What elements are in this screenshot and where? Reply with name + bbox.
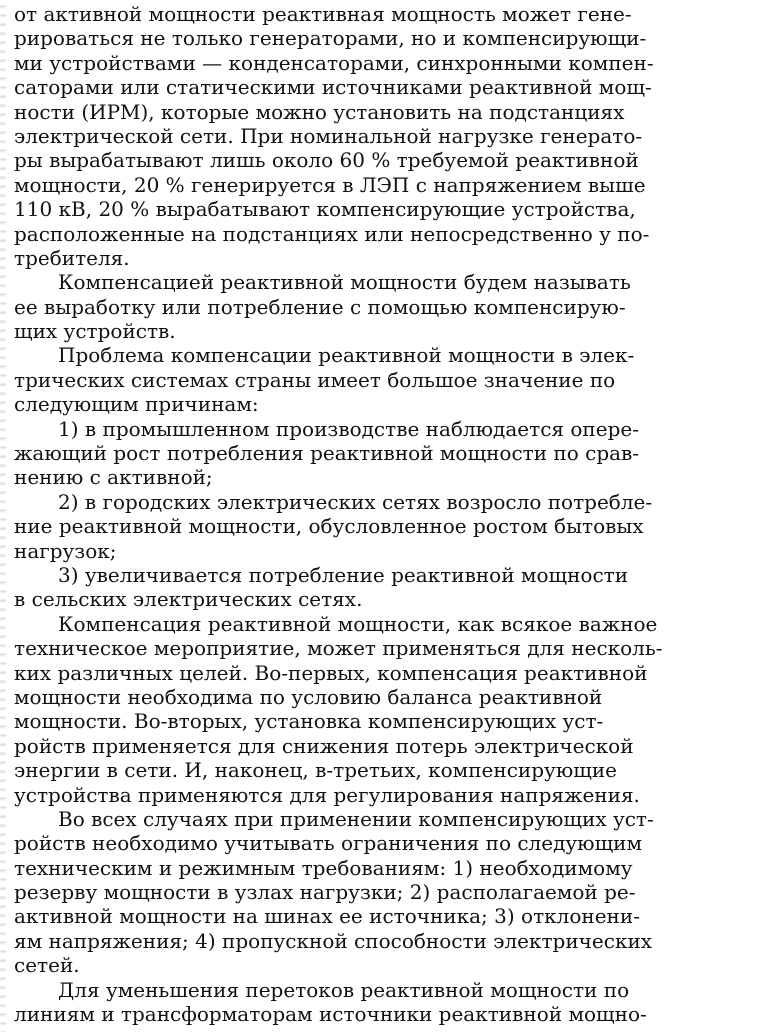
text-line: устройства применяются для регулирования напряжения. [14,782,640,807]
list-item-start-line: 1) в промышленном производстве наблюдается опере- [58,416,639,441]
text-line: сетей. [14,953,80,978]
text-line: расположенные на подстанциях или непосредственно у по- [14,221,650,246]
text-line: мощности. Во-вторых, установка компенсирующих уст- [14,709,604,734]
text-line: требителя. [14,245,130,270]
text-line: ры вырабатывают лишь около 60 % требуемой реактивной [14,148,639,173]
text-line: жающий рост потребления реактивной мощности по срав- [14,441,640,466]
text-line: техническое мероприятие, может применяться для несколь- [14,636,663,661]
list-item-start-line: 3) увеличивается потребление реактивной мощности [58,562,629,587]
text-line: ние реактивной мощности, обусловленное ростом бытовых [14,514,644,539]
text-line: ройств необходимо учитывать ограничения по следующим [14,831,643,856]
text-line: в сельских электрических сетях. [14,587,363,612]
paragraph-start-line: Компенсацией реактивной мощности будем называть [58,270,631,295]
scan-shadow-edge [0,0,6,1032]
text-line: ее выработку или потребление с помощью компенсирую- [14,294,626,319]
paragraph-start-line: Во всех случаях при применении компенсирующих уст- [58,806,654,831]
text-line: от активной мощности реактивная мощность может гене- [14,2,632,26]
list-item-start-line: 2) в городских электрических сетях возросло потребле- [58,489,653,514]
paragraph-start-line: Проблема компенсации реактивной мощности в элек- [58,343,635,368]
text-line: нению с активной; [14,465,213,490]
text-line: энергии в сети. И, наконец, в-третьих, компенсирующие [14,758,617,783]
text-line: ям напряжения; 4) пропускной способности электрических [14,928,653,953]
paragraph-start-line: Для уменьшения перетоков реактивной мощности по [58,977,630,1002]
text-line: ми устройствами — конденсаторами, синхронными компен- [14,50,654,75]
text-line: ройств применяется для снижения потерь электрической [14,733,634,758]
paragraph-start-line: Компенсация реактивной мощности, как всякое важное [58,611,658,636]
text-line: техническим и режимным требованиям: 1) необходимому [14,855,633,880]
text-line: мощности, 20 % генерируется в ЛЭП с напряжением выше [14,172,646,197]
text-line: следующим причинам: [14,392,259,417]
text-line: резерву мощности в узлах нагрузки; 2) располагаемой ре- [14,880,636,905]
text-line: электрической сети. При номинальной нагрузке генерато- [14,123,643,148]
text-line: активной мощности на шинах ее источника; 3) отклонени- [14,904,640,929]
text-line: ности (ИРМ), которые можно установить на подстанциях [14,99,625,124]
text-line: линиям и трансформаторам источники реактивной мощно- [14,1002,647,1027]
text-line: трических системах страны имеет большое значение по [14,367,616,392]
text-line: мощности необходима по условию баланса реактивной [14,684,603,709]
text-line: рироваться не только генераторами, но и компенсирующи- [14,26,647,51]
text-line: 110 кВ, 20 % вырабатывают компенсирующие устройства, [14,197,636,222]
text-line: нагрузок; [14,538,117,563]
body-text [14,2,750,1026]
text-line: щих устройств. [14,319,176,344]
text-line: саторами или статическими источниками реактивной мощ- [14,75,652,100]
text-line: ких различных целей. Во-первых, компенсация реактивной [14,660,648,685]
